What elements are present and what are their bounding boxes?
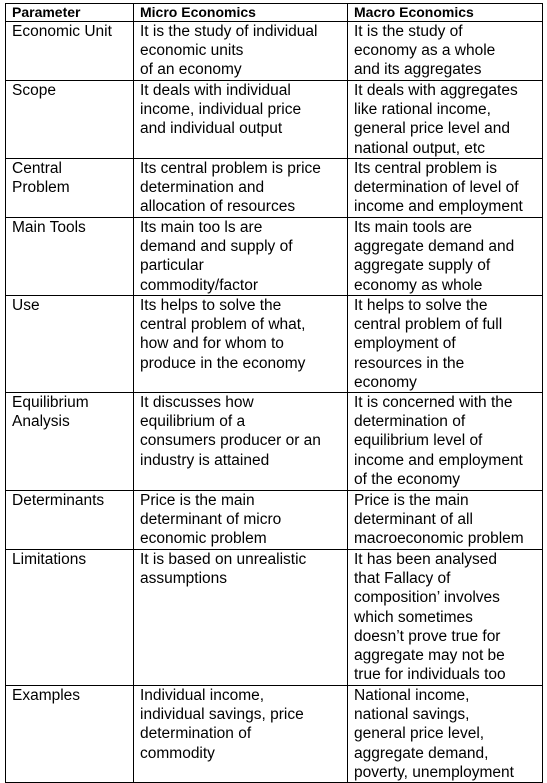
parameter-cell: Central Problem — [6, 159, 134, 218]
macro-cell: It is the study of economy as a whole and its aggregates — [348, 22, 543, 81]
parameter-cell: Scope — [6, 81, 134, 159]
micro-cell: It deals with individual income, individual price and individual output — [134, 81, 348, 159]
macro-cell: Price is the main determinant of all macroeconomic problem — [348, 491, 543, 550]
micro-cell: It discusses how equilibrium of a consumers producer or an industry is attained — [134, 393, 348, 491]
table-row — [6, 22, 543, 81]
micro-cell: It is the study of individual economic units of an economy — [134, 22, 348, 81]
micro-cell: It is based on unrealistic assumptions — [134, 550, 348, 686]
table-row — [6, 159, 543, 218]
table-row — [6, 491, 543, 550]
parameter-cell: Main Tools — [6, 218, 134, 296]
table-row — [6, 686, 543, 783]
table-row — [6, 550, 543, 686]
header-parameter: Parameter — [6, 4, 134, 22]
macro-cell: It helps to solve the central problem of full employment of resources in the economy — [348, 296, 543, 393]
parameter-cell: Use — [6, 296, 134, 393]
macro-cell: Its central problem is determination of level of income and employment — [348, 159, 543, 218]
macro-cell: It deals with aggregates like rational income, general price level and national output, etc — [348, 81, 543, 159]
table-row — [6, 393, 543, 491]
micro-cell: Its main too ls are demand and supply of particular commodity/factor — [134, 218, 348, 296]
header-macro-economics: Macro Economics — [348, 4, 543, 22]
parameter-cell: Equilibrium Analysis — [6, 393, 134, 491]
parameter-cell: Examples — [6, 686, 134, 783]
table-row — [6, 296, 543, 393]
comparison-table — [5, 3, 543, 783]
macro-cell: It is concerned with the determination of equilibrium level of income and employment of the economy — [348, 393, 543, 491]
macro-cell: Its main tools are aggregate demand and aggregate supply of economy as whole — [348, 218, 543, 296]
micro-cell: Price is the main determinant of micro economic problem — [134, 491, 348, 550]
macro-cell: National income, national savings, general price level, aggregate demand, poverty, unemployment — [348, 686, 543, 783]
header-micro-economics: Micro Economics — [134, 4, 348, 22]
parameter-cell: Determinants — [6, 491, 134, 550]
parameter-cell: Limitations — [6, 550, 134, 686]
micro-cell: Individual income, individual savings, price determination of commodity — [134, 686, 348, 783]
table-row — [6, 81, 543, 159]
table-row — [6, 218, 543, 296]
macro-cell: It has been analysed that Fallacy of composition’ involves which sometimes doesn’t prove true for aggregate may not be true for individuals too — [348, 550, 543, 686]
micro-cell: Its helps to solve the central problem of what, how and for whom to produce in the economy — [134, 296, 348, 393]
parameter-cell: Economic Unit — [6, 22, 134, 81]
header-row — [6, 4, 543, 22]
micro-cell: Its central problem is price determination and allocation of resources — [134, 159, 348, 218]
